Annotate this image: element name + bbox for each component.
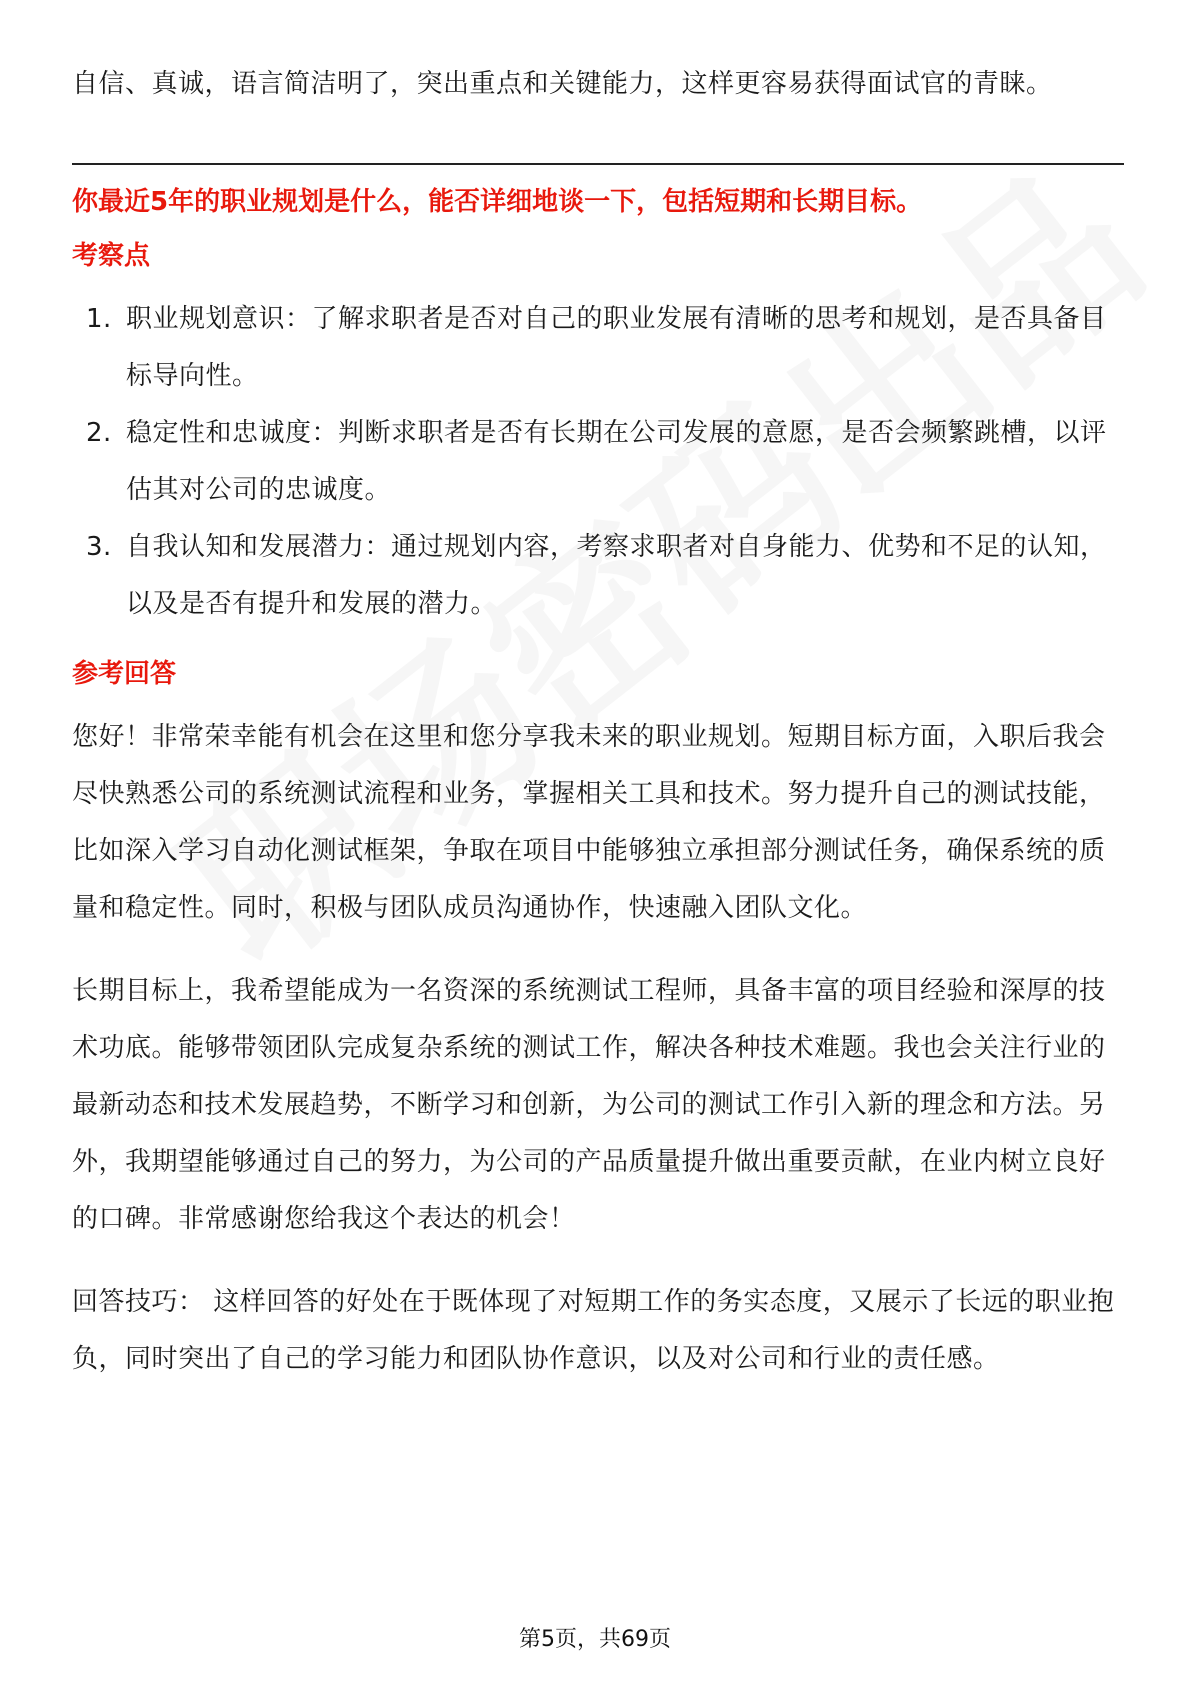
list-item	[72, 519, 1124, 633]
list-item-text: 职业规划意识：了解求职者是否对自己的职业发展有清晰的思考和规划，是否具备目标导向性。	[126, 304, 1107, 391]
answer-paragraph-short-term: 您好！非常荣幸能有机会在这里和您分享我未来的职业规划。短期目标方面，入职后我会尽快熟悉公司的系统测试流程和业务，掌握相关工具和技术。努力提升自己的测试技能，比如深入学习自动化测试框架，争取在项目中能够独立承担部分测试任务，确保系统的质量和稳定性。同时，积极与团队成员沟通协作，快速融入团队文化。	[72, 722, 1106, 923]
list-item-number: 2.	[86, 418, 112, 448]
list-item-number: 1.	[86, 304, 112, 334]
document-page	[72, 56, 1124, 1388]
list-item	[72, 291, 1124, 405]
intro-paragraph: 自信、真诚，语言简洁明了，突出重点和关键能力，这样更容易获得面试官的青睐。	[72, 69, 1053, 99]
list-item-text: 稳定性和忠诚度：判断求职者是否有长期在公司发展的意愿，是否会频繁跳槽，以评估其对公司的忠诚度。	[126, 418, 1107, 505]
reference-answer-label: 参考回答	[72, 659, 177, 689]
list-item-text: 自我认知和发展潜力：通过规划内容，考察求职者对自身能力、优势和不足的认知，以及是否有提升和发展的潜力。	[126, 532, 1107, 619]
list-item-number: 3.	[86, 532, 112, 562]
answer-tip: 回答技巧： 这样回答的好处在于既体现了对短期工作的务实态度，又展示了长远的职业抱负，同时突出了自己的学习能力和团队协作意识，以及对公司和行业的责任感。	[72, 1287, 1115, 1374]
assessment-list	[72, 291, 1124, 633]
assessment-label: 考察点	[72, 241, 151, 271]
list-item	[72, 405, 1124, 519]
section-divider	[72, 163, 1124, 165]
answer-paragraph-long-term: 长期目标上，我希望能成为一名资深的系统测试工程师，具备丰富的项目经验和深厚的技术功底。能够带领团队完成复杂系统的测试工作，解决各种技术难题。我也会关注行业的最新动态和技术发展趋势，不断学习和创新，为公司的测试工作引入新的理念和方法。另外，我期望能够通过自己的努力，为公司的产品质量提升做出重要贡献，在业内树立良好的口碑。非常感谢您给我这个表达的机会！	[72, 976, 1106, 1234]
question-heading: 你最近5年的职业规划是什么，能否详细地谈一下，包括短期和长期目标。	[72, 187, 923, 217]
page-number: 第5页，共69页	[519, 1627, 671, 1652]
